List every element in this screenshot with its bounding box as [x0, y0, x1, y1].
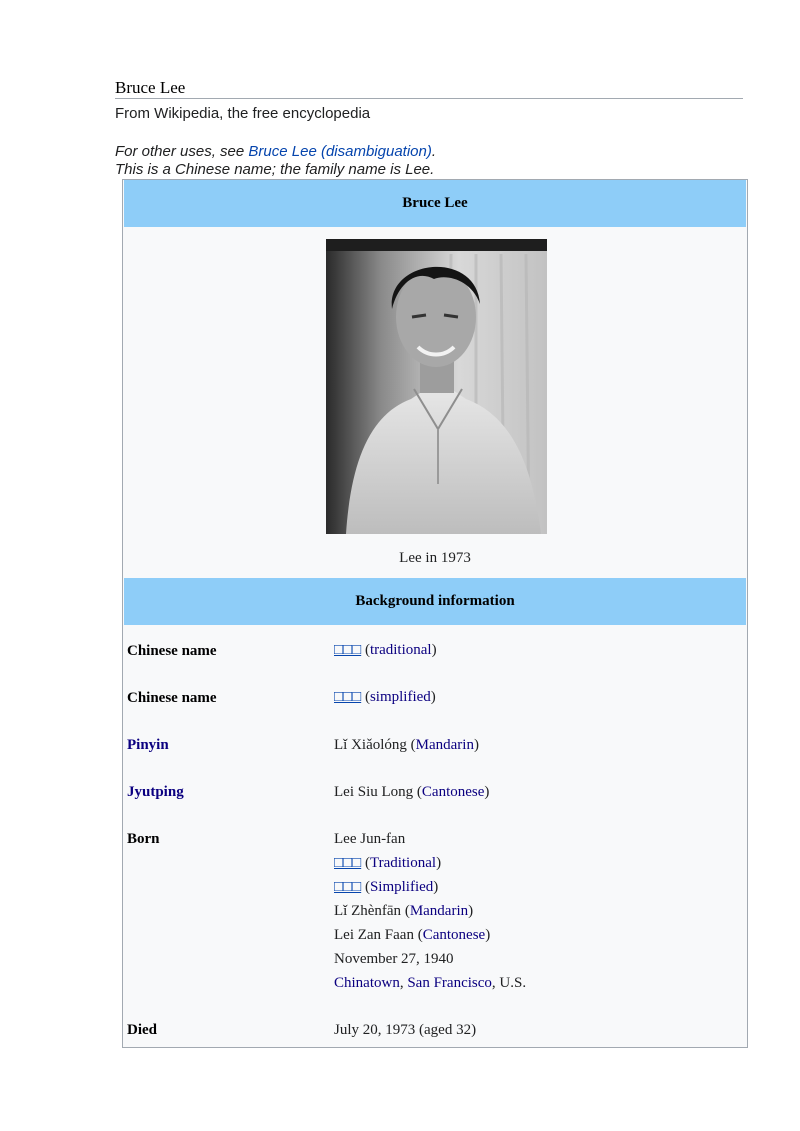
cantonese-link[interactable]: Cantonese: [421, 784, 485, 800]
born-simplified: □□□ (Simplified): [334, 879, 439, 895]
tagline: From Wikipedia, the free encyclopedia: [115, 105, 371, 122]
paren-close: ): [430, 689, 436, 705]
label-died: Died: [127, 1022, 157, 1038]
pinyin-value: Lǐ Xiǎolóng: [334, 737, 407, 753]
born-simplified-glyph-link[interactable]: □□□: [334, 879, 362, 895]
mandarin-link[interactable]: Mandarin: [415, 737, 474, 753]
born-mandarin-value: Lǐ Zhènfān: [334, 903, 402, 919]
simplified-link[interactable]: simplified: [369, 689, 431, 705]
infobox-title: Bruce Lee: [124, 180, 746, 227]
paren-close: ): [473, 737, 479, 753]
born-traditional-glyph-link[interactable]: □□□: [334, 855, 362, 871]
pinyin-label-link[interactable]: Pinyin: [127, 737, 169, 753]
born-cantonese-value: Lei Zan Faan: [334, 927, 414, 943]
value-jyutping: [334, 780, 489, 804]
born-date: November 27, 1940: [334, 951, 454, 967]
hatnote-prefix: For other uses, see: [115, 143, 249, 160]
value-chinese-name-traditional: [334, 638, 437, 662]
paren-close: ): [431, 642, 437, 658]
born-traditional-link[interactable]: Traditional: [369, 855, 437, 871]
born-country: , U.S.: [491, 975, 527, 991]
label-chinese-name-simplified: Chinese name: [127, 690, 217, 706]
born-name: Lee Jun-fan: [334, 831, 406, 847]
born-mandarin-link[interactable]: Mandarin: [409, 903, 469, 919]
photo-caption: Lee in 1973: [399, 550, 471, 566]
born-place: [334, 971, 526, 995]
hatnote-family-name: This is a Chinese name; the family name is Lee.: [115, 161, 435, 178]
portrait-photo[interactable]: [326, 239, 547, 534]
label-born: Born: [127, 831, 160, 847]
paren-open: (: [413, 784, 422, 800]
chinatown-link[interactable]: Chinatown: [334, 975, 400, 991]
title-divider: [115, 98, 743, 99]
chinese-traditional-glyph-link[interactable]: □□□: [334, 642, 362, 658]
born-mandarin: Lǐ Zhènfān (Mandarin): [334, 903, 474, 919]
value-chinese-name-simplified: [334, 685, 436, 709]
traditional-link[interactable]: traditional: [369, 642, 432, 658]
paren-close: ): [484, 784, 490, 800]
hatnote: [115, 143, 436, 179]
jyutping-label-link[interactable]: Jyutping: [127, 784, 184, 800]
value-pinyin: [334, 733, 479, 757]
born-cantonese-link[interactable]: Cantonese: [422, 927, 486, 943]
value-born: [334, 827, 526, 995]
chinese-simplified-glyph-link[interactable]: □□□: [334, 689, 362, 705]
jyutping-value: Lei Siu Long: [334, 784, 414, 800]
paren-open: (: [361, 642, 370, 658]
place-separator: ,: [399, 975, 408, 991]
paren-open: (: [361, 689, 370, 705]
hatnote-disambiguation: [115, 143, 436, 161]
born-simplified-link[interactable]: Simplified: [369, 879, 434, 895]
page-title: Bruce Lee: [115, 78, 186, 97]
portrait-image: [326, 239, 547, 534]
disambiguation-link[interactable]: Bruce Lee (disambiguation): [248, 143, 432, 160]
paren-open: (: [406, 737, 416, 753]
born-traditional: □□□ (Traditional): [334, 855, 442, 871]
san-francisco-link[interactable]: San Francisco: [407, 975, 492, 991]
born-cantonese: Lei Zan Faan (Cantonese): [334, 927, 491, 943]
label-chinese-name-traditional: Chinese name: [127, 643, 217, 659]
hatnote-suffix: .: [431, 143, 437, 160]
infobox: [122, 179, 748, 1048]
section-header-background: Background information: [124, 578, 746, 625]
value-died: July 20, 1973 (aged 32): [334, 1022, 477, 1038]
